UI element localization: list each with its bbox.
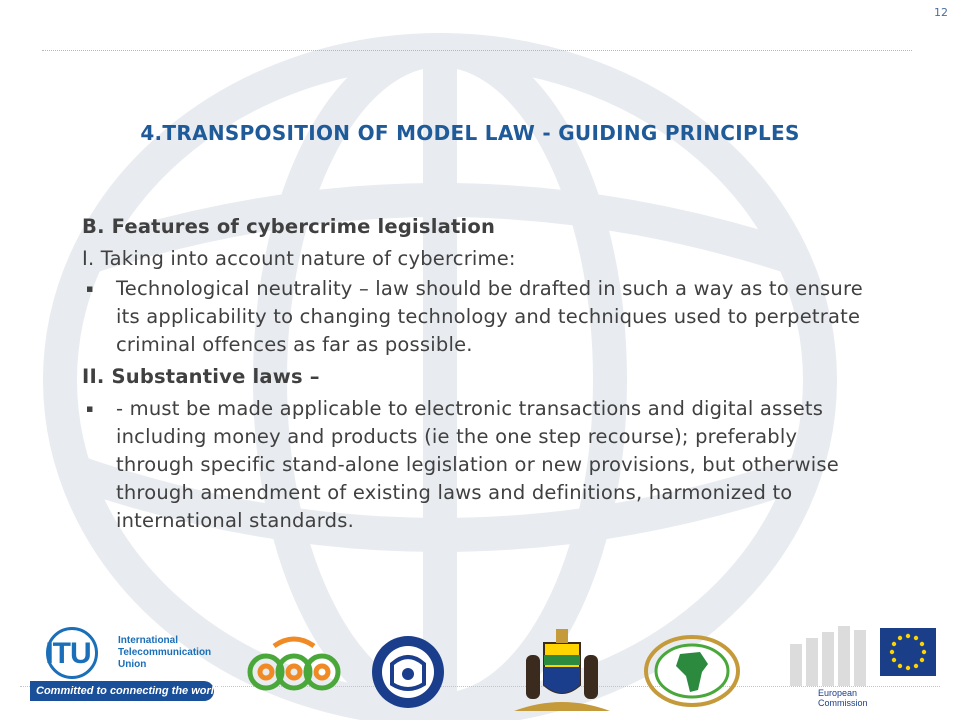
itu-name-line: Union bbox=[118, 659, 147, 670]
section-heading-b: B. Features of cybercrime legislation bbox=[82, 215, 496, 238]
bullet-text: Technological neutrality – law should be drafted in such a way as to ensure its applicability to changing technology and techniques used to perpetrate criminal offences as far as possible. bbox=[116, 277, 863, 356]
tanzania-coat-of-arms bbox=[508, 625, 616, 715]
ec-name bbox=[818, 688, 868, 708]
subheading-i: I. Taking into account nature of cybercrime: bbox=[82, 247, 516, 270]
itu-tagline: Committed to connecting the world bbox=[30, 681, 214, 701]
itu-name-line: International bbox=[118, 635, 179, 646]
bullet-item bbox=[82, 275, 872, 359]
square-bullet-icon: ▪ bbox=[86, 282, 94, 295]
itu-logo bbox=[28, 625, 221, 705]
itu-name-line: Telecommunication bbox=[118, 647, 212, 658]
itu-mark: ITU bbox=[45, 637, 91, 670]
square-bullet-icon: ▪ bbox=[86, 402, 94, 415]
slide-body bbox=[82, 213, 872, 539]
page-number: 12 bbox=[934, 6, 948, 19]
top-divider bbox=[42, 50, 912, 51]
ec-name-line: Commission bbox=[818, 698, 868, 708]
bullet-text: - must be made applicable to electronic transactions and digital assets including money and products (ie the one step recourse); preferably through specific stand-alone legislation or new provisions, but otherwise through amendment of existing laws and definitions, harmonized to international standards. bbox=[116, 397, 839, 532]
ec-name-line: European bbox=[818, 688, 858, 698]
slide-title: 4.TRANSPOSITION OF MODEL LAW - GUIDING PRINCIPLES bbox=[140, 121, 800, 145]
acp-logo bbox=[244, 632, 344, 702]
bullet-item bbox=[82, 395, 872, 535]
itu-name bbox=[118, 635, 211, 671]
african-union-logo bbox=[642, 634, 742, 708]
sadc-logo bbox=[368, 634, 448, 710]
ec-building-icon bbox=[790, 626, 940, 686]
european-commission-logo bbox=[790, 626, 940, 716]
section-heading-ii: II. Substantive laws – bbox=[82, 365, 320, 388]
